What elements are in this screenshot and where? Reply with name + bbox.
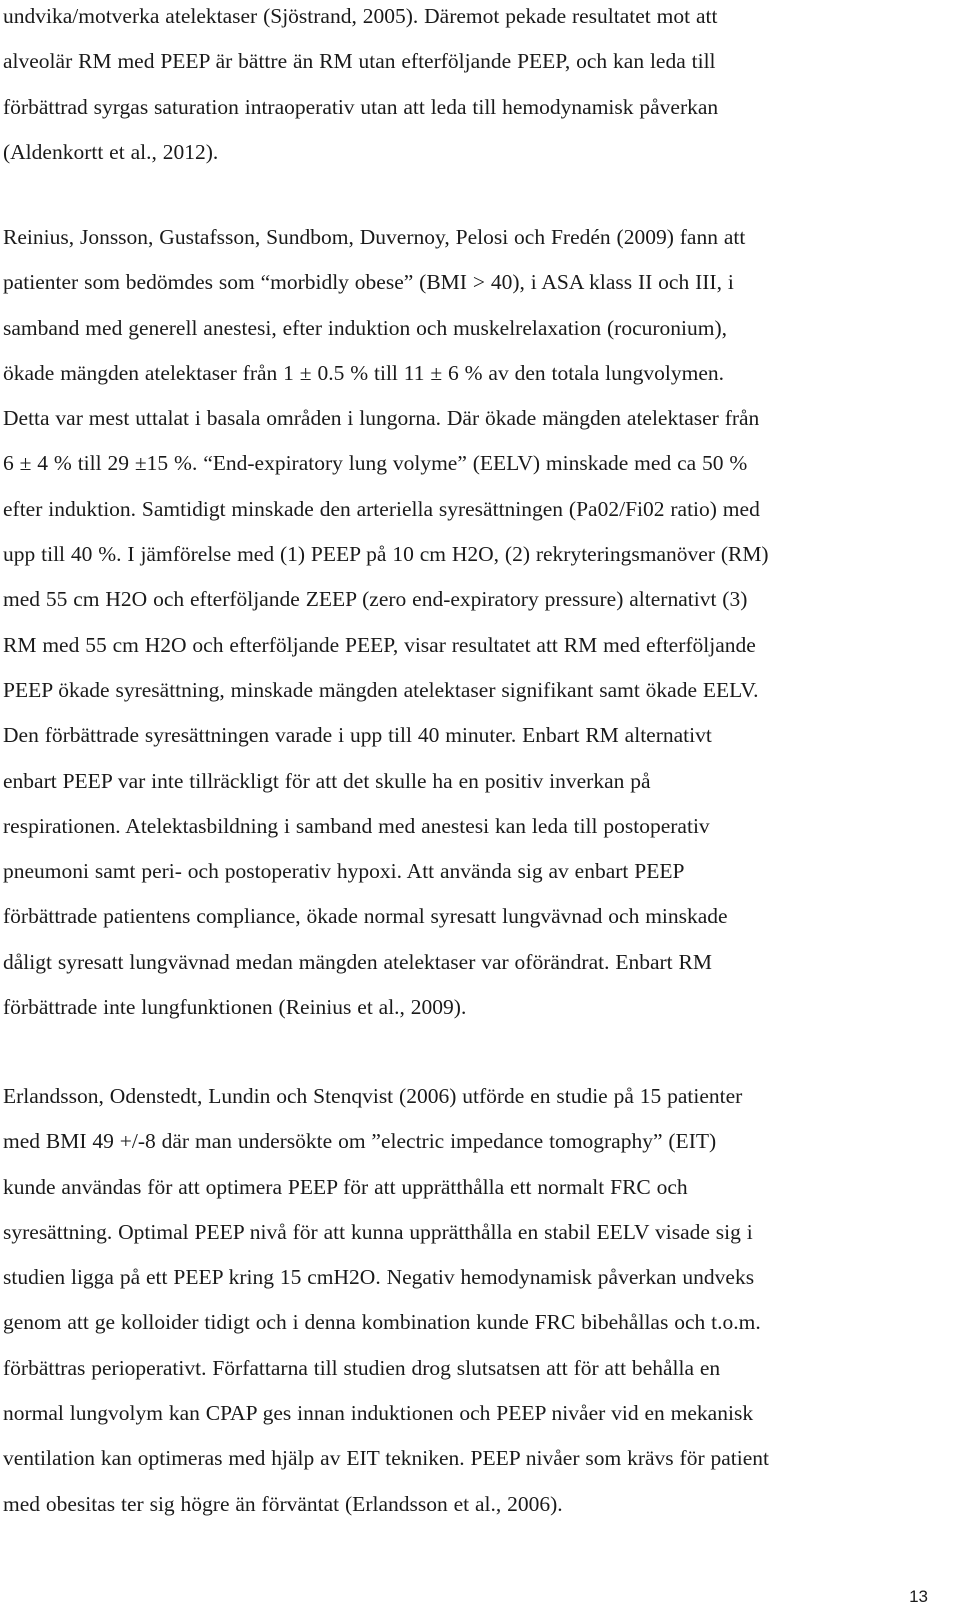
text-line: Reinius, Jonsson, Gustafsson, Sundbom, Duvernoy, Pelosi och Fredén (2009) fann att [3, 225, 746, 249]
text-line: PEEP ökade syresättning, minskade mängden atelektaser signifikant samt ökade EELV. [3, 677, 759, 702]
text-line: Erlandsson, Odenstedt, Lundin och Stenqvist (2006) utförde en studie på 15 patienter [3, 1084, 743, 1108]
text-line: genom att ge kolloider tidigt och i denna kombination kunde FRC bibehållas och t.o.m. [3, 1310, 761, 1335]
text-line: ökade mängden atelektaser från 1 ± 0.5 % till 11 ± 6 % av den totala lungvolymen. [3, 360, 724, 385]
text-line: upp till 40 %. I jämförelse med (1) PEEP på 10 cm H2O, (2) rekryteringsmanöver (RM) [3, 542, 769, 567]
text-line: patienter som bedömdes som “morbidly obese” (BMI > 40), i ASA klass II och III, i [3, 270, 734, 295]
text-line: RM med 55 cm H2O och efterföljande PEEP, visar resultatet att RM med efterföljande [3, 632, 756, 657]
text-line: med BMI 49 +/-8 där man undersökte om ”electric impedance tomography” (EIT) [3, 1129, 717, 1154]
text-line: pneumoni samt peri- och postoperativ hypoxi. Att använda sig av enbart PEEP [3, 859, 685, 884]
text-line: undvika/motverka atelektaser (Sjöstrand, 2005). Däremot pekade resultatet mot att [3, 4, 718, 28]
text-line: enbart PEEP var inte tillräckligt för att det skulle ha en positiv inverkan på [3, 768, 651, 793]
text-line: (Aldenkortt et al., 2012). [3, 139, 219, 164]
text-line: Den förbättrade syresättningen varade i upp till 40 minuter. Enbart RM alternativt [3, 723, 712, 748]
text-line: samband med generell anestesi, efter induktion och muskelrelaxation (rocuronium), [3, 315, 728, 340]
text-line: studien ligga på ett PEEP kring 15 cmH2O. Negativ hemodynamisk påverkan undveks [3, 1265, 755, 1290]
text-line: förbättrad syrgas saturation intraoperativ utan att leda till hemodynamisk påverkan [3, 94, 719, 119]
text-line: med obesitas ter sig högre än förväntat (Erlandsson et al., 2006). [3, 1491, 563, 1516]
text-line: kunde användas för att optimera PEEP för att upprätthålla ett normalt FRC och [3, 1174, 688, 1199]
paragraph-aldenkortt [3, 0, 718, 175]
text-line: förbättrade inte lungfunktionen (Reinius et al., 2009). [3, 995, 467, 1020]
text-line: ventilation kan optimeras med hjälp av EIT tekniken. PEEP nivåer som krävs för patient [3, 1446, 769, 1471]
text-line: med 55 cm H2O och efterföljande ZEEP (zero end-expiratory pressure) alternativt (3) [3, 587, 748, 612]
text-line: Detta var mest uttalat i basala områden i lungorna. Där ökade mängden atelektaser från [3, 406, 760, 431]
text-line: dåligt syresatt lungvävnad medan mängden atelektaser var oförändrat. Enbart RM [3, 949, 712, 974]
text-line: normal lungvolym kan CPAP ges innan induktionen och PEEP nivåer vid en mekanisk [3, 1401, 754, 1426]
text-line: förbättras perioperativt. Författarna till studien drog slutsatsen att för att behålla en [3, 1355, 721, 1380]
paragraph-erlandsson [3, 1074, 769, 1527]
paragraph-reinius [3, 215, 769, 1030]
text-line: efter induktion. Samtidigt minskade den arteriella syresättningen (Pa02/Fi02 ratio) med [3, 496, 760, 521]
text-line: 6 ± 4 % till 29 ±15 %. “End-expiratory lung volyme” (EELV) minskade med ca 50 % [3, 451, 748, 476]
text-line: förbättrade patientens compliance, ökade normal syresatt lungvävnad och minskade [3, 904, 728, 929]
page-number: 13 [909, 1587, 928, 1606]
text-line: syresättning. Optimal PEEP nivå för att kunna upprätthålla en stabil EELV visade sig i [3, 1219, 753, 1244]
text-line: respirationen. Atelektasbildning i samband med anestesi kan leda till postoperativ [3, 813, 710, 838]
text-line: alveolär RM med PEEP är bättre än RM utan efterföljande PEEP, och kan leda till [3, 49, 716, 74]
